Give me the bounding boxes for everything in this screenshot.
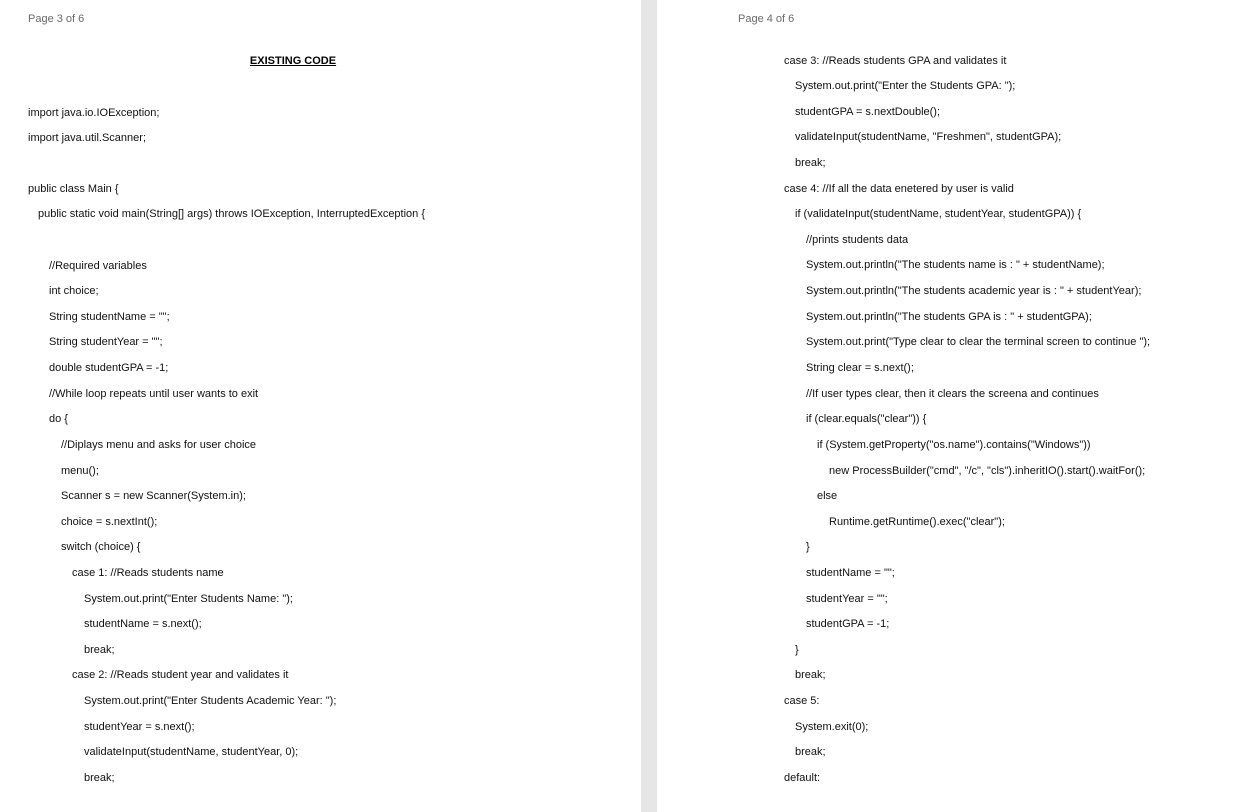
document-page-4: [657, 0, 1245, 812]
code-line: System.out.print("Enter Students Academic Year: ");: [84, 695, 337, 707]
code-line: System.out.print("Enter Students Name: ");: [84, 593, 293, 605]
page-number-label: Page 3 of 6: [28, 13, 85, 25]
code-line: case 4: //If all the data enetered by user is valid: [784, 183, 1014, 195]
code-line: break;: [795, 157, 826, 169]
code-line: break;: [795, 669, 826, 681]
code-line: System.out.println("The students name is : " + studentName);: [806, 259, 1105, 271]
code-line: if (System.getProperty("os.name").contains("Windows")): [817, 439, 1091, 451]
code-line: break;: [84, 772, 115, 784]
code-line: default:: [784, 772, 821, 784]
code-line: double studentGPA = -1;: [49, 362, 169, 374]
code-line: case 2: //Reads student year and validates it: [72, 669, 289, 681]
code-line: //prints students data: [806, 234, 909, 246]
code-line: if (validateInput(studentName, studentYear, studentGPA)) {: [795, 208, 1082, 220]
code-line: validateInput(studentName, "Freshmen", studentGPA);: [795, 131, 1062, 143]
code-line: System.exit(0);: [795, 721, 869, 733]
code-line: studentYear = s.next();: [84, 721, 195, 733]
code-line: String studentName = "";: [49, 311, 170, 323]
code-line: choice = s.nextInt();: [61, 516, 158, 528]
code-line: //Diplays menu and asks for user choice: [61, 439, 257, 451]
code-line: public static void main(String[] args) throws IOException, InterruptedException {: [38, 208, 426, 220]
code-line: studentGPA = s.nextDouble();: [795, 106, 941, 118]
section-heading: EXISTING CODE: [249, 55, 337, 67]
code-line: }: [795, 644, 799, 656]
code-line: String studentYear = "";: [49, 336, 163, 348]
code-line: case 1: //Reads students name: [72, 567, 224, 579]
code-line: case 3: //Reads students GPA and validates it: [784, 55, 1007, 67]
code-line: //While loop repeats until user wants to exit: [49, 388, 259, 400]
code-line: switch (choice) {: [61, 541, 141, 553]
code-line: studentName = "";: [806, 567, 895, 579]
code-line: }: [806, 541, 810, 553]
code-line: public class Main {: [28, 183, 119, 195]
code-line: studentYear = "";: [806, 593, 888, 605]
code-line: menu();: [61, 465, 99, 477]
code-line: String clear = s.next();: [806, 362, 914, 374]
code-line: validateInput(studentName, studentYear, 0);: [84, 746, 299, 758]
code-line: System.out.print("Enter the Students GPA: ");: [795, 80, 1016, 92]
page-number-label: Page 4 of 6: [738, 13, 795, 25]
code-line: break;: [84, 644, 115, 656]
code-line: new ProcessBuilder("cmd", "/c", "cls").inheritIO().start().waitFor();: [829, 465, 1146, 477]
code-line: System.out.println("The students GPA is : " + studentGPA);: [806, 311, 1092, 323]
code-line: System.out.println("The students academic year is : " + studentYear);: [806, 285, 1142, 297]
code-line: studentGPA = -1;: [806, 618, 890, 630]
code-line: do {: [49, 413, 68, 425]
code-line: else: [817, 490, 838, 502]
code-line: if (clear.equals("clear")) {: [806, 413, 927, 425]
code-line: //Required variables: [49, 260, 147, 272]
code-line: int choice;: [49, 285, 99, 297]
code-line: break;: [795, 746, 826, 758]
code-line: studentName = s.next();: [84, 618, 202, 630]
code-line: case 5:: [784, 695, 820, 707]
code-line: import java.io.IOException;: [28, 107, 160, 119]
code-line: Scanner s = new Scanner(System.in);: [61, 490, 246, 502]
code-line: System.out.print("Type clear to clear the terminal screen to continue ");: [806, 336, 1151, 348]
code-line: import java.util.Scanner;: [28, 132, 146, 144]
code-line: Runtime.getRuntime().exec("clear");: [829, 516, 1005, 528]
code-line: //If user types clear, then it clears the screena and continues: [806, 388, 1099, 400]
